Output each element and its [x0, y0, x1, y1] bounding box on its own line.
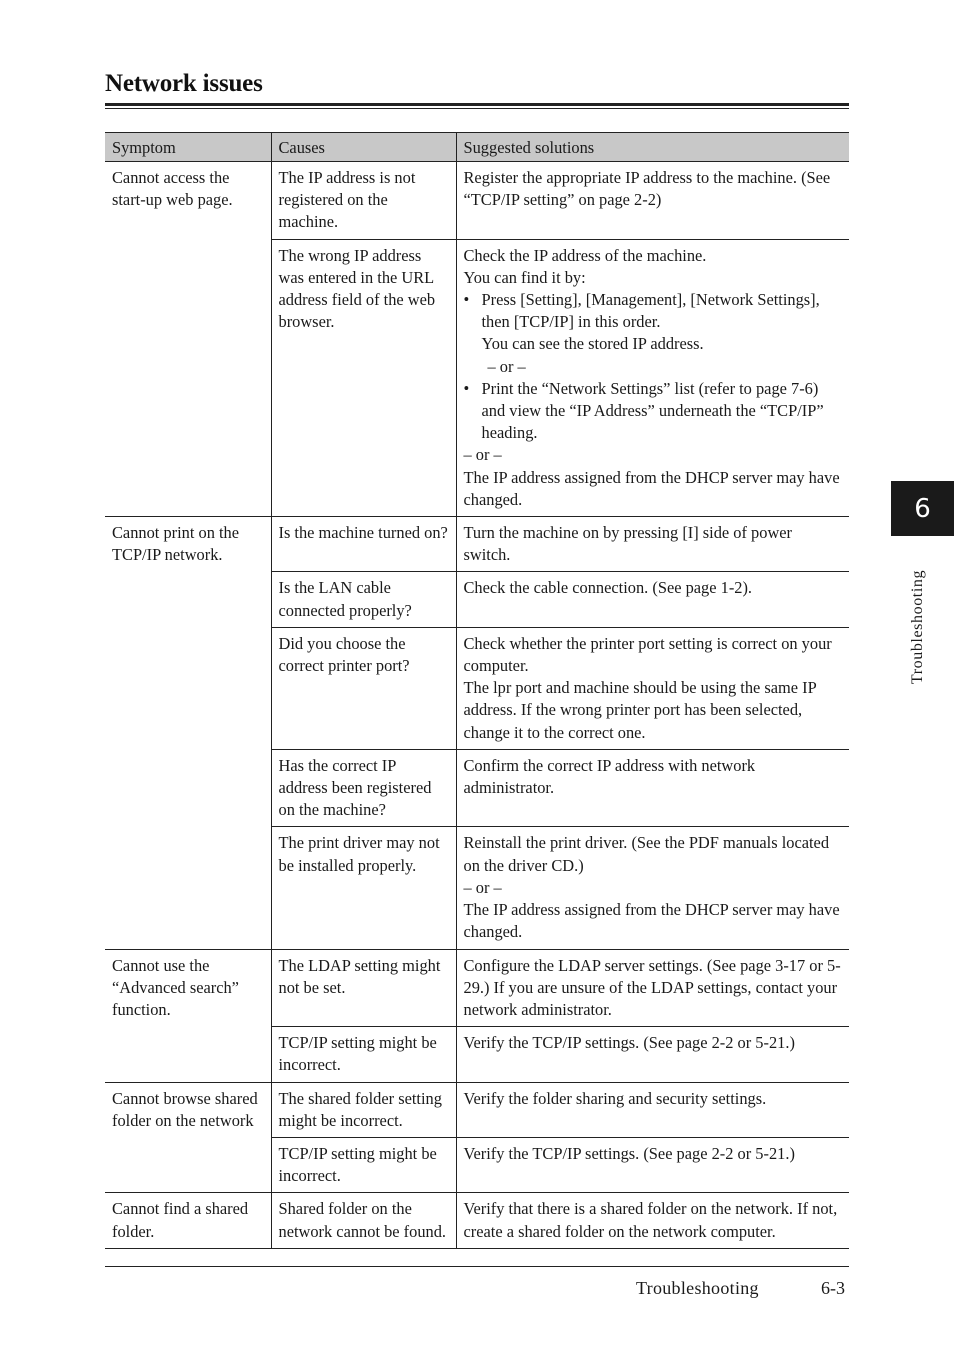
cause-cell: The shared folder setting might be incorrect. — [271, 1082, 456, 1137]
footer-section-name: Troubleshooting — [636, 1278, 759, 1298]
solution-cell — [456, 1137, 849, 1192]
symptom-cell: Cannot browse shared folder on the network — [105, 1082, 271, 1193]
cause-cell: The LDAP setting might not be set. — [271, 949, 456, 1027]
solution-text: The IP address assigned from the DHCP server may have changed. — [463, 900, 840, 942]
solution-text: Check the cable connection. (See page 1-2). — [463, 578, 753, 598]
chapter-tab — [891, 481, 954, 536]
cause-cell: Has the correct IP address been registered on the machine? — [271, 749, 456, 827]
cause-cell: Shared folder on the network cannot be found. — [271, 1193, 456, 1248]
table-row — [105, 1193, 849, 1248]
cause-cell: Did you choose the correct printer port? — [271, 627, 456, 749]
header-symptom: Symptom — [105, 133, 271, 162]
symptom-cell: Cannot find a shared folder. — [105, 1193, 271, 1248]
solution-text: You can find it by: — [463, 267, 586, 287]
solution-cell — [456, 749, 849, 827]
solution-text: Confirm the correct IP address with network administrator. — [463, 755, 756, 798]
solution-text: The lpr port and machine should be using the same IP address. If the wrong printer port has been selected, change it to the correct one. — [463, 678, 817, 742]
chapter-side-label — [906, 551, 930, 703]
solution-bullet: • Print the “Network Settings” list (refer to page 7-6) and view the “IP Address” underneath the “TCP/IP” heading. — [464, 378, 843, 445]
or-separator: – or – — [487, 356, 526, 376]
solution-text: Configure the LDAP server settings. (See page 3-17 or 5-29.) If you are unsure of the LDAP settings, contact your network administrator. — [463, 955, 841, 1019]
table-row — [105, 162, 849, 240]
solution-text: Verify that there is a shared folder on the network. If not, create a shared folder on the network computer. — [463, 1199, 838, 1241]
table-row — [105, 949, 849, 1027]
solution-text: Turn the machine on by pressing [I] side of power switch. — [463, 523, 793, 565]
cause-cell: TCP/IP setting might be incorrect. — [271, 1027, 456, 1082]
footer-rule — [105, 1266, 849, 1267]
cause-cell: TCP/IP setting might be incorrect. — [271, 1137, 456, 1192]
solution-cell — [456, 572, 849, 627]
header-causes: Causes — [271, 133, 456, 162]
cause-cell: The wrong IP address was entered in the URL address field of the web browser. — [271, 239, 456, 516]
solution-cell — [456, 517, 849, 572]
symptom-cell: Cannot access the start-up web page. — [105, 162, 271, 517]
solution-text: Check whether the printer port setting is correct on your computer. — [463, 633, 832, 676]
solution-text: Check the IP address of the machine. — [463, 245, 707, 265]
solution-text: The IP address assigned from the DHCP server may have changed. — [463, 467, 840, 509]
page-title: Network issues — [105, 70, 263, 97]
cause-cell: The IP address is not registered on the machine. — [271, 162, 456, 240]
solution-cell — [456, 162, 849, 240]
solution-cell — [456, 1193, 849, 1248]
solution-text: Reinstall the print driver. (See the PDF manuals located on the driver CD.) — [463, 833, 830, 875]
or-separator: – or – — [463, 445, 502, 465]
solution-cell — [456, 1082, 849, 1137]
solution-text: Verify the TCP/IP settings. (See page 2-2 or 5-21.) — [463, 1143, 795, 1163]
chapter-number: 6 — [914, 493, 931, 524]
solution-text: Verify the folder sharing and security settings. — [463, 1088, 767, 1108]
solution-cell — [456, 949, 849, 1027]
chapter-label-text: Troubleshooting — [909, 569, 926, 685]
solution-cell — [456, 627, 849, 749]
cause-cell: Is the machine turned on? — [271, 517, 456, 572]
cause-cell: The print driver may not be installed properly. — [271, 827, 456, 949]
footer-page-number: 6-3 — [821, 1278, 845, 1298]
cause-cell: Is the LAN cable connected properly? — [271, 572, 456, 627]
or-separator: – or – — [463, 877, 502, 897]
title-rule — [105, 103, 849, 106]
solution-cell — [456, 827, 849, 949]
solution-text: You can see the stored IP address. — [481, 334, 704, 354]
table-header-row — [105, 133, 849, 162]
table-row — [105, 1082, 849, 1137]
symptom-cell: Cannot use the “Advanced search” function. — [105, 949, 271, 1082]
title-rule-thin — [105, 108, 849, 109]
symptom-cell: Cannot print on the TCP/IP network. — [105, 517, 271, 949]
solution-text: Register the appropriate IP address to the machine. (See “TCP/IP setting” on page 2-2) — [463, 168, 831, 210]
solution-cell — [456, 1027, 849, 1082]
header-solutions: Suggested solutions — [456, 133, 849, 162]
solution-text: Verify the TCP/IP settings. (See page 2-2 or 5-21.) — [463, 1033, 795, 1053]
table-row — [105, 517, 849, 572]
solution-cell — [456, 239, 849, 516]
network-issues-table — [105, 132, 849, 1249]
solution-bullet: • Press [Setting], [Management], [Network Settings], then [TCP/IP] in this order. — [464, 289, 843, 333]
